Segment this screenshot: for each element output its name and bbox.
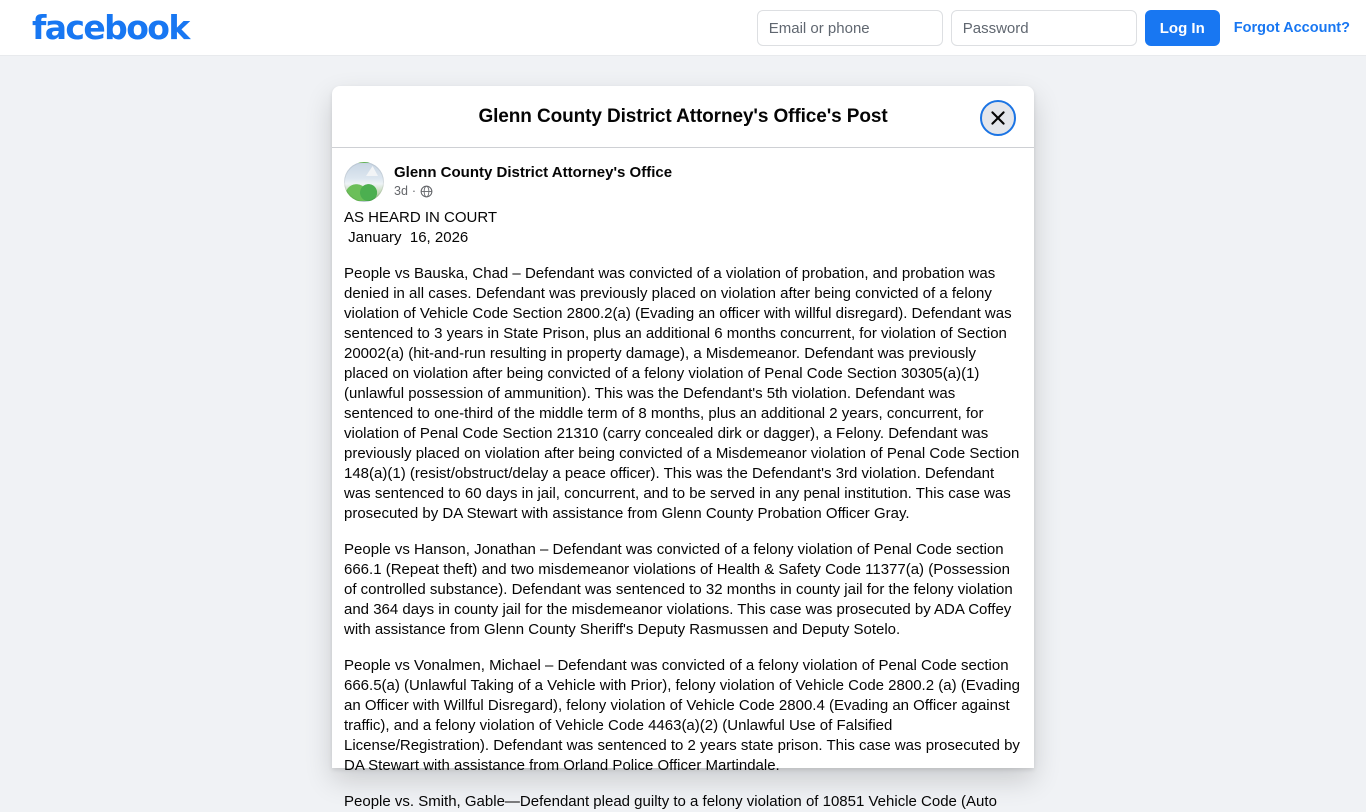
post-heading-title: AS HEARD IN COURT xyxy=(344,209,498,226)
post-paragraph-4: People vs. Smith, Gable—Defendant plead guilty to a felony violation of 10851 Vehicle Code (Auto xyxy=(344,793,997,810)
post-content xyxy=(332,148,1034,810)
log-in-button[interactable]: Log In xyxy=(1145,10,1220,46)
modal-title: Glenn County District Attorney's Office's Post xyxy=(478,105,888,127)
post-modal-dialog xyxy=(332,86,1034,810)
facebook-logo[interactable]: facebook xyxy=(32,8,189,47)
password-input[interactable] xyxy=(951,10,1137,46)
login-form xyxy=(757,0,1350,56)
post-paragraph-1: People vs Bauska, Chad – Defendant was convicted of a violation of probation, and probation was denied in all cases. Defendant was previously placed on violation after being convicted of a felony violation of Vehicle Code Section 2800.2(a) (Evading an officer with willful disregard). Defendant was sentenced to 3 years in State Prison, plus an additional 6 months concurrent, for violation of Section 20002(a) (hit-and-run resulting in property damage), a Misdemeanor. Defendant was previously placed on violation after being convicted of a felony violation of Penal Code Section 30305(a)(1) (unlawful possession of ammunition). This was the Defendant's 5th violation. Defendant was sentenced to one-third of the middle term of 8 months, plus an additional 2 years, concurrent, for violation of Penal Code Section 21310 (carry concealed dirk or dagger), a Felony. Defendant was previously placed on violation after being convicted of a Misdemeanor violation of Penal Code Section 148(a)(1) (resist/obstruct/delay a peace officer). This was the Defendant's 3rd violation. Defendant was sentenced to 60 days in jail, concurrent, and to be served in any penal institution. This case was prosecuted by DA Stewart with assistance from Glenn County Probation Officer Gray. xyxy=(344,265,1020,522)
modal-header xyxy=(332,86,1034,148)
top-navigation-bar xyxy=(0,0,1366,56)
close-icon[interactable] xyxy=(980,100,1016,136)
post-date-text: January 16, 2026 xyxy=(344,229,469,246)
meta-separator: · xyxy=(411,184,417,198)
post-author-row xyxy=(344,162,1022,206)
post-timestamp[interactable]: 3d xyxy=(394,184,408,198)
avatar[interactable] xyxy=(344,162,384,202)
post-heading xyxy=(344,208,1022,228)
post-meta xyxy=(394,184,672,199)
email-or-phone-input[interactable] xyxy=(757,10,943,46)
post-paragraph-2: People vs Hanson, Jonathan – Defendant was convicted of a felony violation of Penal Code section 666.1 (Repeat theft) and two misdemeanor violations of Health & Safety Code 11377(a) (Possession of controlled substance). Defendant was sentenced to 32 months in county jail for the felony violation and 364 days in county jail for the misdemeanor violations. This case was prosecuted by ADA Coffey with assistance from Glenn County Sheriff's Deputy Rasmussen and Deputy Sotelo. xyxy=(344,541,1013,638)
globe-icon[interactable] xyxy=(420,185,433,198)
author-meta xyxy=(394,162,672,199)
post-date-line xyxy=(344,228,1022,248)
post-text xyxy=(344,208,1022,810)
forgot-account-link[interactable]: Forgot Account? xyxy=(1233,20,1350,36)
post-paragraph-3: People vs Vonalmen, Michael – Defendant was convicted of a felony violation of Penal Code section 666.5(a) (Unlawful Taking of a Vehicle with Prior), felony violation of Vehicle Code 2800.2 (a) (Evading an Officer with Willful Disregard), felony violation of Vehicle Code 2800.4 (Evading an Officer against traffic), and a felony violation of Vehicle Code 4463(a)(2) (Unlawful Use of Falsified License/Registration). Defendant was sentenced to 2 years state prison. This case was prosecuted by DA Stewart with assistance from Orland Police Officer Martindale. xyxy=(344,657,1020,774)
post-author-name[interactable]: Glenn County District Attorney's Office xyxy=(394,164,673,181)
